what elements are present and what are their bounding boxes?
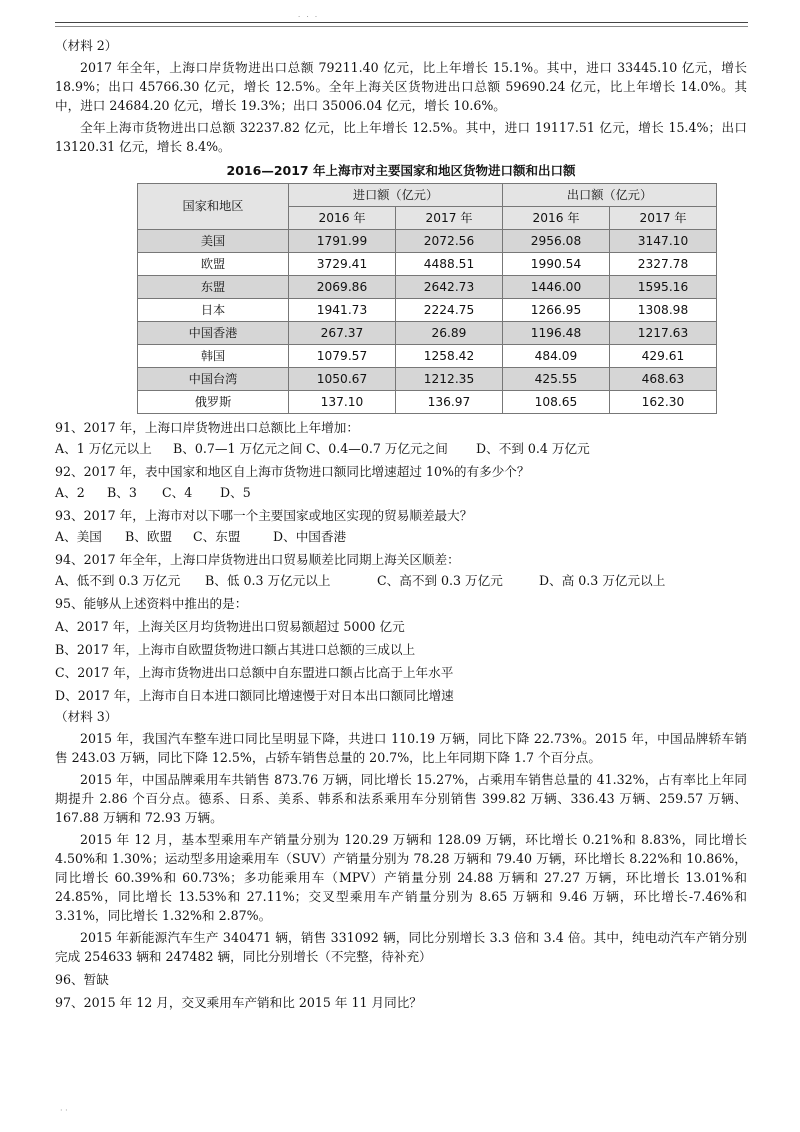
value-cell: 1595.16 bbox=[610, 276, 717, 299]
question-96: 96、暂缺 bbox=[55, 972, 109, 987]
option-d[interactable]: D、2017 年，上海市自日本进口额同比增速慢于对日本出口额同比增速 bbox=[55, 688, 454, 703]
value-cell: 1941.73 bbox=[289, 299, 396, 322]
table-row bbox=[138, 230, 717, 253]
option-c[interactable]: C、2017 年，上海市货物进出口总额中自东盟进口额占比高于上年水平 bbox=[55, 665, 454, 680]
value-cell: 1308.98 bbox=[610, 299, 717, 322]
option-d[interactable]: D、不到 0.4 万亿元 bbox=[476, 441, 590, 456]
option-a[interactable]: A、2 bbox=[55, 485, 85, 500]
option-b[interactable]: B、3 bbox=[107, 485, 137, 500]
value-cell: 3147.10 bbox=[610, 230, 717, 253]
region-cell: 东盟 bbox=[138, 276, 289, 299]
table-row bbox=[138, 253, 717, 276]
value-cell: 2072.56 bbox=[396, 230, 503, 253]
value-cell: 1791.99 bbox=[289, 230, 396, 253]
value-cell: 1196.48 bbox=[503, 322, 610, 345]
region-cell: 中国台湾 bbox=[138, 368, 289, 391]
value-cell: 26.89 bbox=[396, 322, 503, 345]
value-cell: 1266.95 bbox=[503, 299, 610, 322]
value-cell: 2069.86 bbox=[289, 276, 396, 299]
column-header-year: 2017 年 bbox=[610, 207, 717, 230]
question-91-options bbox=[55, 439, 747, 458]
value-cell: 484.09 bbox=[503, 345, 610, 368]
question-93-options bbox=[55, 527, 747, 546]
value-cell: 2327.78 bbox=[610, 253, 717, 276]
value-cell: 136.97 bbox=[396, 391, 503, 414]
option-c[interactable]: C、东盟 bbox=[193, 529, 241, 544]
value-cell: 1258.42 bbox=[396, 345, 503, 368]
option-d[interactable]: D、中国香港 bbox=[273, 529, 347, 544]
material3-label: （材料 3） bbox=[55, 709, 118, 724]
region-cell: 韩国 bbox=[138, 345, 289, 368]
region-cell: 日本 bbox=[138, 299, 289, 322]
header-mark: · · · bbox=[298, 13, 320, 21]
column-header-region: 国家和地区 bbox=[138, 184, 289, 230]
value-cell: 1990.54 bbox=[503, 253, 610, 276]
option-c[interactable]: C、4 bbox=[162, 485, 193, 500]
option-a[interactable]: A、低不到 0.3 万亿元 bbox=[55, 573, 181, 588]
question-94-options bbox=[55, 571, 747, 590]
value-cell: 2642.73 bbox=[396, 276, 503, 299]
table-row bbox=[138, 276, 717, 299]
material2-label: （材料 2） bbox=[55, 38, 118, 53]
header-rule-secondary bbox=[55, 26, 748, 27]
option-d[interactable]: D、5 bbox=[220, 485, 251, 500]
option-c[interactable]: C、0.4—0.7 万亿元之间 bbox=[306, 441, 448, 456]
region-cell: 俄罗斯 bbox=[138, 391, 289, 414]
column-header-year: 2017 年 bbox=[396, 207, 503, 230]
column-header-year: 2016 年 bbox=[503, 207, 610, 230]
question-93: 93、2017 年，上海市对以下哪一个主要国家或地区实现的贸易顺差最大？ bbox=[55, 508, 473, 523]
table-row bbox=[138, 322, 717, 345]
material3-paragraph-1: 2015 年，我国汽车整车进口同比呈明显下降，共进口 110.19 万辆，同比下降 22.73%。2015 年，中国品牌轿车销售 243.03 万辆，同比下降 12.5%，占轿车销售总量的 20.7%，比上年同期下降 1.7 个百分点。 bbox=[55, 731, 747, 765]
value-cell: 3729.41 bbox=[289, 253, 396, 276]
option-a[interactable]: A、2017 年，上海关区月均货物进出口贸易额超过 5000 亿元 bbox=[55, 619, 405, 634]
option-c[interactable]: C、高不到 0.3 万亿元 bbox=[377, 573, 503, 588]
question-97: 97、2015 年 12 月，交叉乘用车产销和比 2015 年 11 月同比？ bbox=[55, 995, 422, 1010]
value-cell: 4488.51 bbox=[396, 253, 503, 276]
value-cell: 162.30 bbox=[610, 391, 717, 414]
option-b[interactable]: B、欧盟 bbox=[125, 529, 173, 544]
option-b[interactable]: B、0.7—1 万亿元之间 bbox=[173, 441, 303, 456]
value-cell: 1217.63 bbox=[610, 322, 717, 345]
option-a[interactable]: A、美国 bbox=[55, 529, 102, 544]
material3-paragraph-4: 2015 年新能源汽车生产 340471 辆，销售 331092 辆，同比分别增长 3.3 倍和 3.4 倍。其中，纯电动汽车产销分别完成 254633 辆和 247482 辆，同比分别增长（不完整，待补充） bbox=[55, 930, 747, 964]
material3-paragraph-3: 2015 年 12 月，基本型乘用车产销量分别为 120.29 万辆和 128.09 万辆，环比增长 0.21%和 8.83%，同比增长 4.50%和 1.30%；运动型多用途乘用车（SUV）产销量分别为 78.28 万辆和 79.40 万辆，环比增长 8.22%和 10.86%，同比增长 60.39%和 60.73%；多功能乘用车（MPV）产销量分别 24.88 万辆和 27.27 万辆，环比增长 13.01%和 24.85%，同比增长 13.53%和 27.11%；交叉型乘用车产销量分别为 8.65 万辆和 9.46 万辆，环比增长-7.46%和 3.31%，同比增长 1.32%和 2.87%。 bbox=[55, 832, 747, 923]
option-d[interactable]: D、高 0.3 万亿元以上 bbox=[539, 573, 666, 588]
table-row bbox=[138, 299, 717, 322]
table-row bbox=[138, 368, 717, 391]
value-cell: 2224.75 bbox=[396, 299, 503, 322]
question-94: 94、2017 年全年，上海口岸货物进出口贸易顺差比同期上海关区顺差： bbox=[55, 552, 460, 567]
table-title: 2016—2017 年上海市对主要国家和地区货物进口额和出口额 bbox=[226, 163, 576, 178]
column-group-import: 进口额（亿元） bbox=[289, 184, 503, 207]
value-cell: 267.37 bbox=[289, 322, 396, 345]
table-row bbox=[138, 391, 717, 414]
material3-paragraph-2: 2015 年，中国品牌乘用车共销售 873.76 万辆，同比增长 15.27%，占乘用车销售总量的 41.32%，占有率比上年同期提升 2.86 个百分点。德系、日系、美系、韩系和法系乘用车分别销售 399.82 万辆、336.43 万辆、259.57 万辆、167.88 万辆和 72.93 万辆。 bbox=[55, 772, 747, 825]
value-cell: 425.55 bbox=[503, 368, 610, 391]
option-b[interactable]: B、2017 年，上海市自欧盟货物进口额占其进口总额的三成以上 bbox=[55, 642, 416, 657]
region-cell: 中国香港 bbox=[138, 322, 289, 345]
material2-paragraph-2: 全年上海市货物进出口总额 32237.82 亿元，比上年增长 12.5%。其中，进口 19117.51 亿元，增长 15.4%；出口 13120.31 亿元，增长 8.4%。 bbox=[55, 120, 747, 154]
option-a[interactable]: A、1 万亿元以上 bbox=[55, 441, 152, 456]
header-rule bbox=[55, 22, 748, 23]
column-header-year: 2016 年 bbox=[289, 207, 396, 230]
table-row bbox=[138, 345, 717, 368]
option-b[interactable]: B、低 0.3 万亿元以上 bbox=[205, 573, 331, 588]
value-cell: 1050.67 bbox=[289, 368, 396, 391]
question-92-options bbox=[55, 483, 747, 502]
region-cell: 美国 bbox=[138, 230, 289, 253]
question-95: 95、能够从上述资料中推出的是： bbox=[55, 596, 248, 611]
value-cell: 468.63 bbox=[610, 368, 717, 391]
value-cell: 137.10 bbox=[289, 391, 396, 414]
value-cell: 2956.08 bbox=[503, 230, 610, 253]
value-cell: 108.65 bbox=[503, 391, 610, 414]
question-91: 91、2017 年，上海口岸货物进出口总额比上年增加： bbox=[55, 420, 359, 435]
question-92: 92、2017 年，表中国家和地区自上海市货物进口额同比增速超过 10%的有多少个？ bbox=[55, 464, 530, 479]
value-cell: 1446.00 bbox=[503, 276, 610, 299]
column-group-export: 出口额（亿元） bbox=[503, 184, 717, 207]
value-cell: 1212.35 bbox=[396, 368, 503, 391]
value-cell: 1079.57 bbox=[289, 345, 396, 368]
value-cell: 429.61 bbox=[610, 345, 717, 368]
trade-table bbox=[137, 183, 717, 414]
footer-mark: · · bbox=[60, 1106, 68, 1115]
material2-paragraph-1: 2017 年全年，上海口岸货物进出口总额 79211.40 亿元，比上年增长 15.1%。其中，进口 33445.10 亿元，增长 18.9%；出口 45766.30 亿元，增长 12.5%。全年上海关区货物进出口总额 59690.24 亿元，比上年增长 14.0%。其中，进口 24684.20 亿元，增长 19.3%；出口 35006.04 亿元，增长 10.6%。 bbox=[55, 60, 747, 113]
region-cell: 欧盟 bbox=[138, 253, 289, 276]
document-body bbox=[55, 34, 747, 1014]
